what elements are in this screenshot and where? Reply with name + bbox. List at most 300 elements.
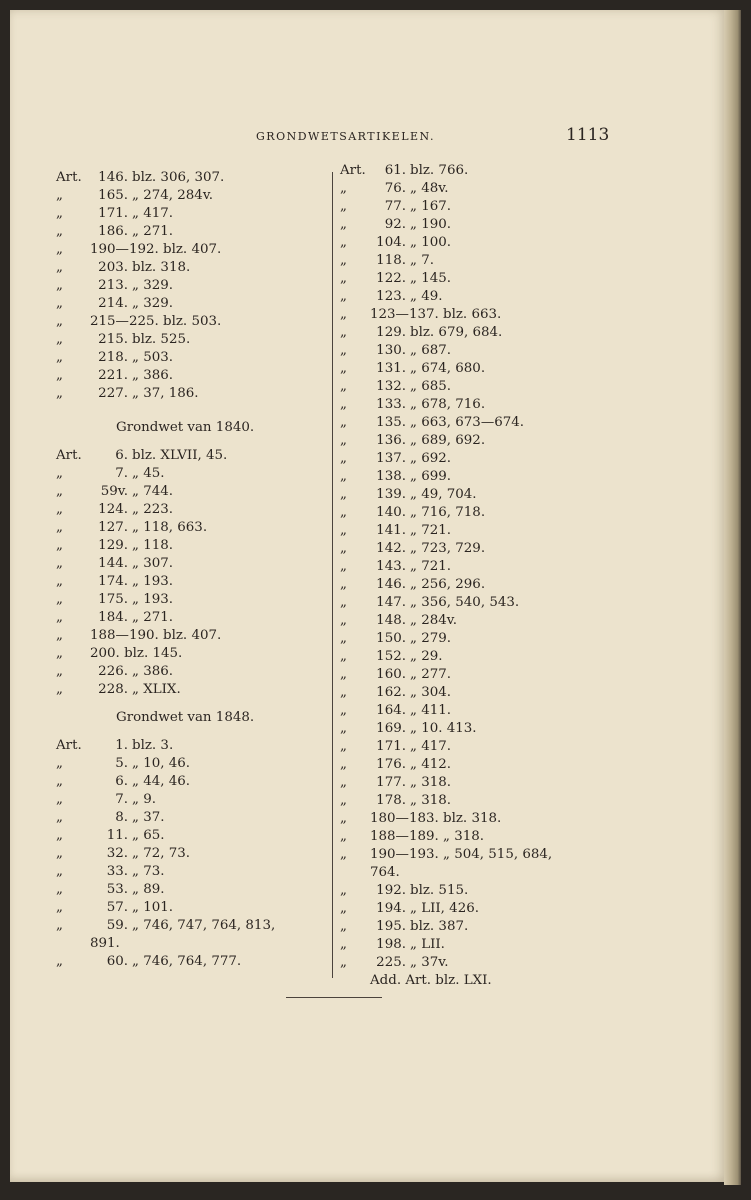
entry-reference: „ 118. (132, 538, 174, 553)
entry-reference: „ 744. (132, 484, 174, 499)
entry-reference: „ 329. (132, 296, 174, 311)
entry-prefix: „ (56, 792, 63, 807)
index-entry (56, 313, 331, 331)
entry-article-number: 76. (384, 181, 406, 196)
entry-article-number: 192. (376, 883, 406, 898)
entry-reference: blz. 679, 684. (410, 325, 503, 340)
entry-prefix: „ (56, 368, 63, 383)
entry-prefix: „ (340, 271, 347, 286)
entry-reference: „ 277. (410, 667, 452, 682)
entry-prefix: „ (340, 631, 347, 646)
entry-article-number: 174. (98, 574, 128, 589)
entry-reference: „ LII. (410, 937, 445, 952)
index-entry (340, 954, 625, 972)
entry-reference: „ 329. (132, 278, 174, 293)
entry-reference: „ 318. (410, 775, 452, 790)
entry-reference: Add. Art. blz. LXI. (370, 973, 492, 988)
entry-article-number: 142. (376, 541, 406, 556)
entry-prefix: „ (56, 520, 63, 535)
entry-reference: blz. XLVII, 45. (132, 448, 228, 463)
entry-reference: blz. 306, 307. (132, 170, 225, 185)
entry-reference: „ 193. (132, 592, 174, 607)
entry-prefix: „ (340, 847, 347, 862)
entry-article-number: 32. (106, 846, 128, 861)
left-column (56, 169, 331, 971)
index-entry (56, 241, 331, 259)
entry-reference: „ 689, 692. (410, 433, 486, 448)
index-entry (56, 627, 331, 645)
index-entry (340, 324, 625, 342)
entry-article-number: 203. (98, 260, 128, 275)
entry-article-number: 33. (106, 864, 128, 879)
index-group-2 (56, 447, 331, 699)
entry-article-number: 195. (376, 919, 406, 934)
entry-prefix: „ (56, 350, 63, 365)
entry-prefix: „ (56, 296, 63, 311)
entry-reference: „ 256, 296. (410, 577, 486, 592)
entry-reference: „ 100. (410, 235, 452, 250)
index-entry (340, 504, 625, 522)
entry-article-number: 150. (376, 631, 406, 646)
entry-reference: „ 271. (132, 224, 174, 239)
entry-prefix: „ (340, 703, 347, 718)
entry-article-number: 148. (376, 613, 406, 628)
entry-article-number: 176. (376, 757, 406, 772)
index-entry (56, 645, 331, 663)
index-entry (56, 277, 331, 295)
entry-reference: „ 10, 46. (132, 756, 191, 771)
index-entry (56, 755, 331, 773)
entry-prefix: „ (56, 278, 63, 293)
entry-reference: 123—137. blz. 663. (370, 307, 502, 322)
index-entry (340, 162, 625, 180)
entry-article-number: 171. (376, 739, 406, 754)
entry-prefix: „ (56, 538, 63, 553)
index-entry (340, 900, 625, 918)
index-entry (340, 612, 625, 630)
entry-reference: „ 386. (132, 664, 174, 679)
entry-prefix: „ (340, 361, 347, 376)
index-entry (340, 720, 625, 738)
entry-reference: „ 721. (410, 559, 452, 574)
entry-prefix: Art. (56, 170, 82, 185)
entry-prefix: „ (340, 793, 347, 808)
index-entry (56, 609, 331, 627)
entry-article-number: 146. (98, 170, 128, 185)
entry-reference: „ 304. (410, 685, 452, 700)
entry-prefix: Art. (340, 163, 366, 178)
index-entry (56, 519, 331, 537)
entry-reference: „ 101. (132, 900, 174, 915)
entry-article-number: 138. (376, 469, 406, 484)
entry-prefix: „ (340, 883, 347, 898)
index-entry (56, 863, 331, 881)
index-entry (340, 972, 625, 990)
index-entry (56, 591, 331, 609)
index-entry (340, 396, 625, 414)
entry-article-number: 1. (115, 738, 128, 753)
entry-article-number: 221. (98, 368, 128, 383)
entry-reference: „ 73. (132, 864, 165, 879)
index-entry (340, 756, 625, 774)
entry-article-number: 162. (376, 685, 406, 700)
entry-reference: „ 503. (132, 350, 174, 365)
index-entry (340, 414, 625, 432)
entry-reference: „ 417. (410, 739, 452, 754)
column-divider (332, 172, 333, 978)
index-group-4 (340, 162, 625, 990)
entry-reference: „ 687. (410, 343, 452, 358)
entry-reference: 188—189. „ 318. (370, 829, 485, 844)
index-entry (56, 573, 331, 591)
entry-reference: „ 37. (132, 810, 165, 825)
entry-article-number: 160. (376, 667, 406, 682)
entry-reference: „ 685. (410, 379, 452, 394)
entry-article-number: 6. (115, 774, 128, 789)
index-entry (340, 774, 625, 792)
entry-prefix: „ (340, 739, 347, 754)
index-entry (340, 342, 625, 360)
entry-prefix: „ (340, 595, 347, 610)
index-entry (56, 483, 331, 501)
index-entry (340, 684, 625, 702)
entry-article-number: 225. (376, 955, 406, 970)
entry-article-number: 5. (115, 756, 128, 771)
entry-article-number: 130. (376, 343, 406, 358)
entry-article-number: 165. (98, 188, 128, 203)
index-entry (340, 594, 625, 612)
index-entry (340, 576, 625, 594)
index-entry (340, 378, 625, 396)
entry-reference: „ 274, 284v. (132, 188, 214, 203)
running-header: GRONDWETSARTIKELEN. (256, 130, 435, 143)
entry-reference: „ 118, 663. (132, 520, 208, 535)
entry-article-number: 178. (376, 793, 406, 808)
entry-reference: 190—192. blz. 407. (90, 242, 222, 257)
entry-reference: blz. 515. (410, 883, 469, 898)
entry-article-number: 7. (115, 466, 128, 481)
entry-prefix: „ (56, 900, 63, 915)
index-entry (56, 791, 331, 809)
index-entry (56, 331, 331, 349)
entry-reference: blz. 387. (410, 919, 469, 934)
entry-prefix: „ (340, 649, 347, 664)
entry-prefix: „ (340, 325, 347, 340)
entry-prefix: „ (340, 757, 347, 772)
entry-reference: 200. blz. 145. (90, 646, 183, 661)
entry-prefix: „ (56, 664, 63, 679)
entry-reference: „ 72, 73. (132, 846, 191, 861)
entry-article-number: 228. (98, 682, 128, 697)
entry-prefix: „ (56, 864, 63, 879)
index-entry (56, 205, 331, 223)
entry-article-number: 135. (376, 415, 406, 430)
entry-article-number: 177. (376, 775, 406, 790)
index-entry (340, 792, 625, 810)
right-column (340, 162, 625, 990)
entry-prefix: „ (340, 775, 347, 790)
index-entry (340, 666, 625, 684)
entry-article-number: 60. (106, 954, 128, 969)
index-entry (56, 827, 331, 845)
entry-prefix: „ (56, 682, 63, 697)
index-entry (56, 917, 331, 935)
entry-article-number: 147. (376, 595, 406, 610)
entry-reference: „ 412. (410, 757, 452, 772)
entry-reference: „ 89. (132, 882, 165, 897)
entry-prefix: „ (56, 484, 63, 499)
entry-reference: „ 9. (132, 792, 156, 807)
entry-reference: „ 411. (410, 703, 452, 718)
entry-prefix: „ (56, 466, 63, 481)
entry-article-number: 214. (98, 296, 128, 311)
entry-reference: „ 29. (410, 649, 443, 664)
index-entry (56, 773, 331, 791)
entry-reference: blz. 766. (410, 163, 469, 178)
entry-article-number: 122. (376, 271, 406, 286)
entry-reference: „ 279. (410, 631, 452, 646)
entry-prefix: „ (340, 433, 347, 448)
entry-reference: „ 49. (410, 289, 443, 304)
index-group-1 (56, 169, 331, 403)
entry-article-number: 226. (98, 664, 128, 679)
index-entry (56, 809, 331, 827)
index-entry (56, 349, 331, 367)
entry-article-number: 227. (98, 386, 128, 401)
entry-article-number: 77. (384, 199, 406, 214)
entry-article-number: 169. (376, 721, 406, 736)
entry-article-number: 146. (376, 577, 406, 592)
index-entry (340, 198, 625, 216)
entry-prefix: „ (340, 343, 347, 358)
entry-article-number: 139. (376, 487, 406, 502)
entry-article-number: 127. (98, 520, 128, 535)
index-entry (340, 234, 625, 252)
entry-article-number: 7. (115, 792, 128, 807)
index-entry (340, 882, 625, 900)
entry-reference: „ 65. (132, 828, 165, 843)
entry-reference: „ 193. (132, 574, 174, 589)
entry-reference: 188—190. blz. 407. (90, 628, 222, 643)
index-entry (340, 252, 625, 270)
section-title-1848: Grondwet van 1848. (116, 710, 255, 725)
entry-reference: 180—183. blz. 318. (370, 811, 502, 826)
entry-article-number: 140. (376, 505, 406, 520)
index-entry (56, 737, 331, 755)
entry-article-number: 132. (376, 379, 406, 394)
entry-article-number: 137. (376, 451, 406, 466)
entry-prefix: „ (340, 397, 347, 412)
index-entry (340, 216, 625, 234)
entry-reference: „ 417. (132, 206, 174, 221)
entry-article-number: 123. (376, 289, 406, 304)
index-entry (340, 918, 625, 936)
index-entry (340, 432, 625, 450)
index-group-3 (56, 737, 331, 971)
index-entry (340, 864, 625, 882)
index-entry (56, 501, 331, 519)
entry-reference: „ 271. (132, 610, 174, 625)
page-number: 1113 (566, 125, 610, 145)
entry-article-number: 11. (106, 828, 128, 843)
entry-article-number: 61. (384, 163, 406, 178)
entry-reference: „ 699. (410, 469, 452, 484)
entry-article-number: 124. (98, 502, 128, 517)
entry-article-number: 213. (98, 278, 128, 293)
entry-reference: „ 716, 718. (410, 505, 486, 520)
entry-prefix: „ (56, 574, 63, 589)
entry-article-number: 171. (98, 206, 128, 221)
entry-prefix: „ (340, 469, 347, 484)
entry-prefix: „ (340, 829, 347, 844)
entry-article-number: 215. (98, 332, 128, 347)
entry-prefix: „ (340, 559, 347, 574)
index-entry (340, 540, 625, 558)
entry-reference: „ 44, 46. (132, 774, 191, 789)
index-entry (56, 663, 331, 681)
entry-article-number: 129. (376, 325, 406, 340)
entry-reference: blz. 3. (132, 738, 174, 753)
entry-prefix: „ (340, 217, 347, 232)
entry-prefix: „ (340, 451, 347, 466)
index-entry (340, 270, 625, 288)
entry-article-number: 194. (376, 901, 406, 916)
entry-reference: „ LII, 426. (410, 901, 479, 916)
entry-reference: „ 674, 680. (410, 361, 486, 376)
entry-prefix: „ (56, 242, 63, 257)
index-entry (340, 360, 625, 378)
index-entry (340, 180, 625, 198)
index-entry (340, 738, 625, 756)
entry-prefix: „ (56, 224, 63, 239)
entry-prefix: „ (340, 253, 347, 268)
entry-article-number: 92. (384, 217, 406, 232)
entry-prefix: „ (56, 846, 63, 861)
entry-reference: „ 49, 704. (410, 487, 477, 502)
entry-prefix: „ (340, 811, 347, 826)
index-entry (340, 828, 625, 846)
index-entry (56, 295, 331, 313)
index-entry (340, 306, 625, 324)
entry-prefix: „ (340, 487, 347, 502)
entry-prefix: „ (56, 882, 63, 897)
entry-reference: „ 386. (132, 368, 174, 383)
entry-prefix: „ (56, 954, 63, 969)
index-entry (340, 702, 625, 720)
entry-article-number: 198. (376, 937, 406, 952)
entry-prefix: „ (56, 810, 63, 825)
entry-prefix: „ (340, 235, 347, 250)
entry-reference: „ 167. (410, 199, 452, 214)
index-entry (340, 522, 625, 540)
entry-prefix: „ (56, 502, 63, 517)
entry-reference: 190—193. „ 504, 515, 684, (370, 847, 553, 862)
entry-article-number: 186. (98, 224, 128, 239)
entry-reference: „ 190. (410, 217, 452, 232)
entry-prefix: „ (56, 774, 63, 789)
entry-prefix: „ (340, 181, 347, 196)
entry-reference: „ 746, 764, 777. (132, 954, 242, 969)
entry-prefix: „ (340, 289, 347, 304)
entry-article-number: 8. (115, 810, 128, 825)
entry-prefix: „ (340, 955, 347, 970)
index-entry (340, 936, 625, 954)
entry-prefix: „ (340, 667, 347, 682)
entry-reference: „ 284v. (410, 613, 457, 628)
index-entry (56, 953, 331, 971)
entry-prefix: „ (56, 628, 63, 643)
index-entry (56, 845, 331, 863)
index-entry (340, 810, 625, 828)
entry-reference: „ XLIX. (132, 682, 181, 697)
index-entry (56, 259, 331, 277)
entry-prefix: „ (56, 918, 63, 933)
index-entry (340, 846, 625, 864)
entry-prefix: „ (340, 937, 347, 952)
entry-reference: „ 678, 716. (410, 397, 486, 412)
entry-article-number: 152. (376, 649, 406, 664)
index-entry (340, 630, 625, 648)
entry-prefix: „ (56, 646, 63, 661)
entry-reference: „ 45. (132, 466, 165, 481)
index-entry (340, 450, 625, 468)
entry-prefix: „ (340, 721, 347, 736)
entry-reference: 764. (370, 865, 400, 880)
index-entry (56, 899, 331, 917)
entry-article-number: 164. (376, 703, 406, 718)
entry-reference: „ 307. (132, 556, 174, 571)
entry-article-number: 6. (115, 448, 128, 463)
entry-reference: „ 48v. (410, 181, 449, 196)
entry-prefix: „ (56, 188, 63, 203)
entry-prefix: „ (56, 332, 63, 347)
index-entry (56, 447, 331, 465)
entry-prefix: „ (56, 314, 63, 329)
entry-prefix: „ (56, 556, 63, 571)
entry-reference: „ 746, 747, 764, 813, (132, 918, 276, 933)
index-entry (56, 169, 331, 187)
entry-reference: „ 145. (410, 271, 452, 286)
entry-prefix: Art. (56, 448, 82, 463)
entry-reference: „ 692. (410, 451, 452, 466)
index-entry (56, 537, 331, 555)
entry-reference: „ 223. (132, 502, 174, 517)
entry-reference: „ 723, 729. (410, 541, 486, 556)
entry-reference: „ 37v. (410, 955, 449, 970)
entry-prefix: „ (56, 206, 63, 221)
entry-prefix: „ (340, 379, 347, 394)
entry-prefix: „ (340, 199, 347, 214)
entry-prefix: „ (56, 610, 63, 625)
index-entry (56, 881, 331, 899)
index-entry (56, 385, 331, 403)
entry-article-number: 218. (98, 350, 128, 365)
entry-article-number: 184. (98, 610, 128, 625)
entry-reference: „ 37, 186. (132, 386, 199, 401)
index-entry (340, 648, 625, 666)
entry-article-number: 118. (376, 253, 406, 268)
entry-article-number: 59v. (100, 484, 128, 499)
entry-prefix: „ (340, 685, 347, 700)
entry-prefix: Art. (56, 738, 82, 753)
entry-article-number: 53. (106, 882, 128, 897)
index-entry (56, 223, 331, 241)
index-entry (56, 187, 331, 205)
section-title-1840: Grondwet van 1840. (116, 420, 255, 435)
entry-article-number: 129. (98, 538, 128, 553)
entry-article-number: 144. (98, 556, 128, 571)
end-rule (286, 997, 382, 998)
